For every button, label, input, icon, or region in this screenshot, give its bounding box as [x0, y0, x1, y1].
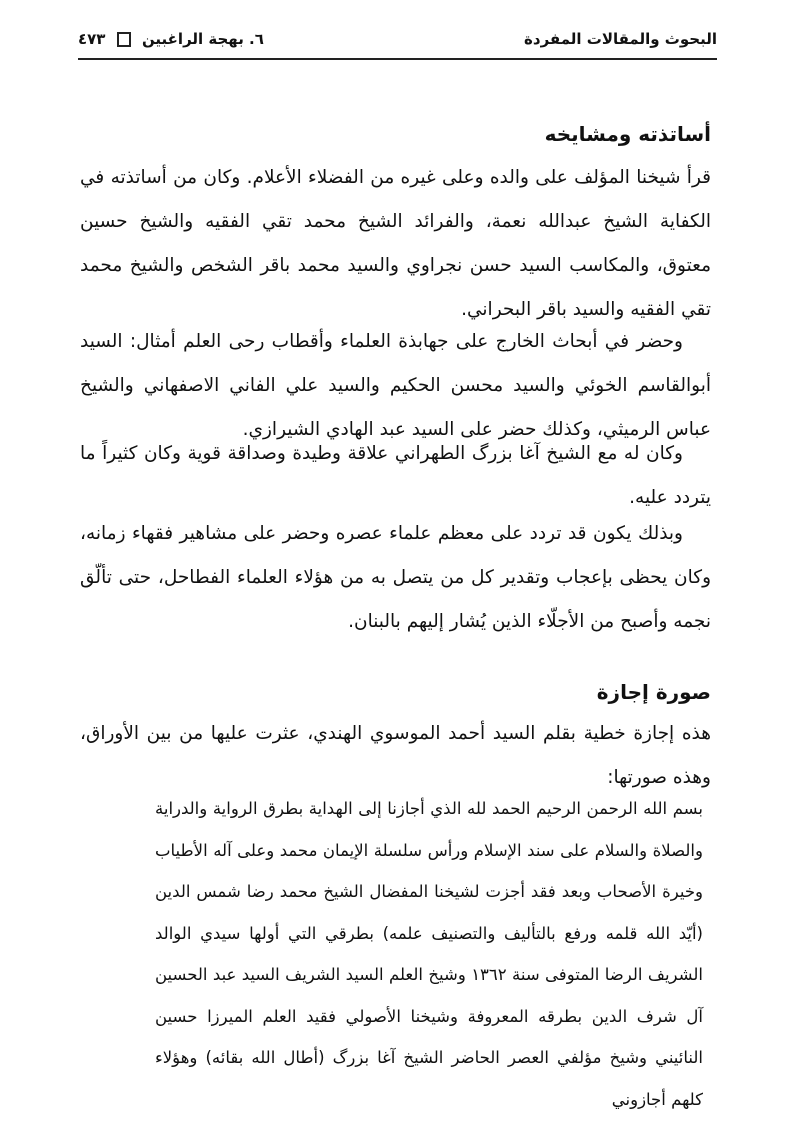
paragraph-summary: وبذلك يكون قد تردد على معظم علماء عصره وحضر على مشاهير فقهاء زمانه، وكان يحظى بإعجاب وتقدير كل من يتصل به من هؤلاء العلماء الفطاحل، حتى تألّق نجمه وأصبح من الأجلّاء الذين يُشار إليهم بالبنان.: [80, 523, 711, 632]
section-heading-teachers: أساتذته ومشايخه: [544, 122, 711, 146]
header-book-info: [78, 30, 264, 48]
paragraph-advanced-studies: وحضر في أبحاث الخارج على جهابذة العلماء وأقطاب رحى العلم أمثال: السيد أبوالقاسم الخوئي والسيد محسن الحكيم والسيد علي الفاني الاصفهاني والشيخ عباس الرميثي، وكذلك حضر على السيد عبد الهادي الشيرازي.: [80, 331, 711, 440]
section-heading-ijaza: صورة إجازة: [596, 680, 711, 704]
separator-box-icon: [117, 32, 131, 47]
paragraph-ijaza-intro: هذه إجازة خطية بقلم السيد أحمد الموسوي الهندي، عثرت عليها من بين الأوراق، وهذه صورتها:: [80, 723, 711, 788]
paragraph-agha-bozorg: وكان له مع الشيخ آغا بزرگ الطهراني علاقة وطيدة وصداقة قوية وكان كثيراً ما يتردد عليه.: [80, 443, 711, 508]
running-header: [78, 26, 717, 60]
paragraph-teachers: قرأ شيخنا المؤلف على والده وعلى غيره من الفضلاء الأعلام. وكان من أساتذته في الكفاية الشيخ عبدالله نعمة، والفرائد الشيخ محمد تقي الفقيه والشيخ حسين معتوق، والمكاسب السيد حسن نجراوي والسيد محمد باقر الشخص والشيخ محمد تقي الفقيه والسيد باقر البحراني.: [80, 167, 711, 320]
header-section-title: البحوث والمقالات المفردة: [524, 30, 717, 48]
page-number: ٤٧٣: [78, 30, 106, 48]
header-book-title: ٦. بهجة الراغبين: [141, 30, 264, 48]
ijaza-text: بسم الله الرحمن الرحيم الحمد لله الذي أجازنا إلى الهداية بطرق الرواية والدراية والصلاة والسلام على سند الإسلام ورأس سلسلة الإيمان محمد وعلى آله الأطياب وخيرة الأصحاب وبعد فقد أجزت لشيخنا المفضال الشيخ محمد رضا شمس الدين (أيّد الله قلمه ورفع بالتأليف والتصنيف علمه) بطرقي التي أولها سيدي الوالد الشريف الرضا المتوفى سنة ١٣٦٢ وشيخ العلم السيد الشريف السيد عبد الحسين آل شرف الدين بطرقه المعروفة وشيخنا الأصولي فقيد العلم الميرزا حسين النائيني وشيخ مؤلفي العصر الحاضر الشيخ آغا بزرگ (أطال الله بقائه) وهؤلاء كلهم أجازوني: [155, 799, 703, 1109]
